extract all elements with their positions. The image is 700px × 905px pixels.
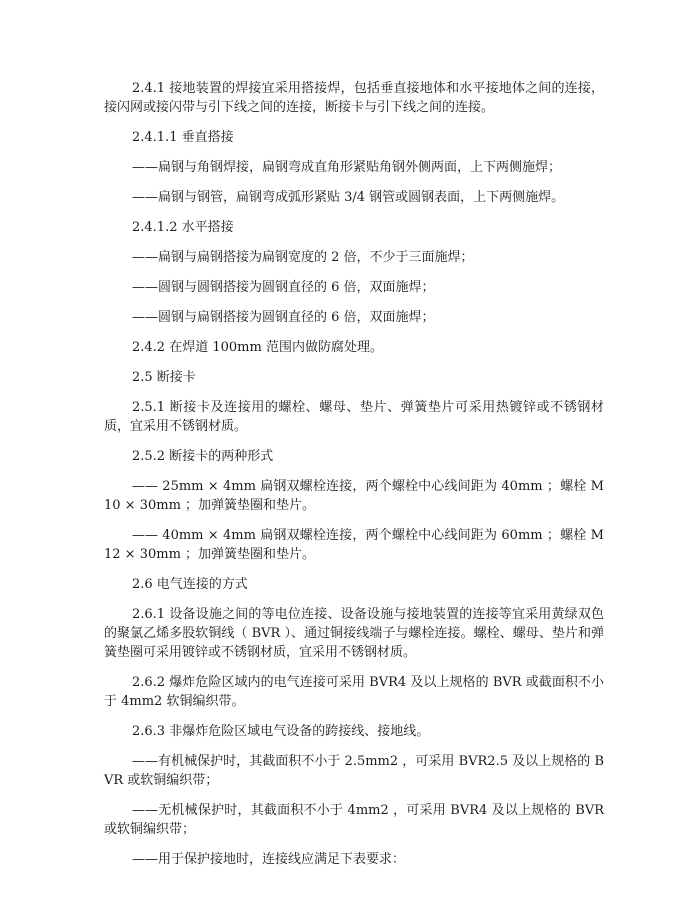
heading-2-6: 2.6 电气连接的方式: [132, 577, 248, 592]
paragraph-2-6-3: 2.6.3 非爆炸危险区域电气设备的跨接线、接地线。: [132, 724, 430, 739]
list-item-bonding-2: ——无机械保护时，其截面积不小于 4mm2 ，可采用 BVR4 及以上规格的 BVR 或软铜编织带；: [104, 803, 604, 837]
paragraph-2-4-2: 2.4.2 在焊道 100mm 范围内做防腐处理。: [132, 340, 383, 355]
list-item-clamp-1: —— 25mm × 4mm 扁钢双螺栓连接，两个螺栓中心线间距为 40mm ；螺栓 M10 × 30mm ；加弹簧垫圈和垫片。: [104, 479, 604, 513]
heading-2-5: 2.5 断接卡: [132, 370, 196, 385]
paragraph-2-6-1: 2.6.1 设备设施之间的等电位连接、设备设施与接地装置的连接等宜采用黄绿双色的聚氯乙烯多股软铜线（ BVR ）、通过铜接线端子与螺栓连接。螺栓、螺母、垫片和弹簧垫圈可采用镀锌或不锈钢材质，宜采用不锈钢材质。: [104, 607, 604, 660]
heading-2-4-1-1: 2.4.1.1 垂直搭接: [132, 130, 234, 145]
list-item-horizontal-3: ——圆钢与扁钢搭接为圆钢直径的 6 倍，双面施焊；: [132, 310, 435, 325]
list-item-bonding-3: ——用于保护接地时，连接线应满足下表要求：: [132, 852, 406, 867]
list-item-vertical-2: ——扁钢与钢管，扁钢弯成弧形紧贴 3/4 钢管或圆钢表面，上下两侧施焊。: [132, 190, 565, 205]
paragraph-2-4-1: 2.4.1 接地装置的焊接宜采用搭接焊，包括垂直接地体和水平接地体之间的连接，接闪网或接闪带与引下线之间的连接，断接卡与引下线之间的连接。: [104, 81, 604, 115]
document-body: [104, 79, 604, 880]
paragraph-2-5-1: 2.5.1 断接卡及连接用的螺栓、螺母、垫片、弹簧垫片可采用热镀锌或不锈钢材质，宜采用不锈钢材质。: [104, 400, 604, 434]
list-item-clamp-2: —— 40mm × 4mm 扁钢双螺栓连接，两个螺栓中心线间距为 60mm ；螺栓 M12 × 30mm ；加弹簧垫圈和垫片。: [104, 528, 604, 562]
heading-2-5-2: 2.5.2 断接卡的两种形式: [132, 449, 274, 464]
list-item-vertical-1: ——扁钢与角钢焊接，扁钢弯成直角形紧贴角钢外侧两面，上下两侧施焊；: [132, 160, 562, 175]
list-item-bonding-1: ——有机械保护时，其截面积不小于 2.5mm2 ，可采用 BVR2.5 及以上规格的 BVR 或软铜编织带；: [104, 754, 604, 788]
list-item-horizontal-1: ——扁钢与扁钢搭接为扁钢宽度的 2 倍，不少于三面施焊；: [132, 250, 474, 265]
list-item-horizontal-2: ——圆钢与圆钢搭接为圆钢直径的 6 倍，双面施焊；: [132, 280, 435, 295]
paragraph-2-6-2: 2.6.2 爆炸危险区域内的电气连接可采用 BVR4 及以上规格的 BVR 或截面积不小于 4mm2 软铜编织带。: [104, 675, 604, 709]
heading-2-4-1-2: 2.4.1.2 水平搭接: [132, 220, 234, 235]
